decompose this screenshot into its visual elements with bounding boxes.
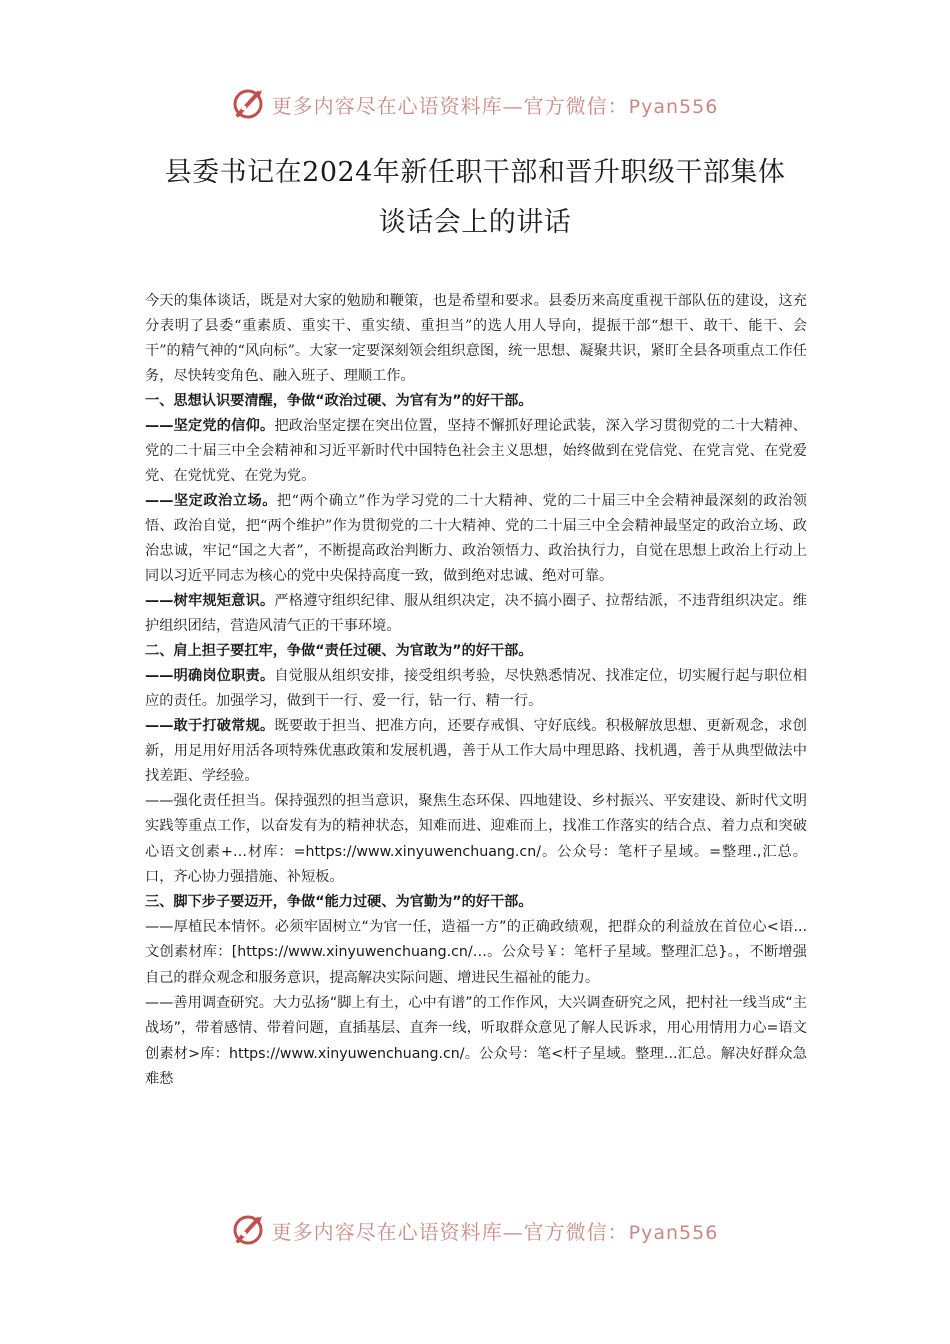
item-lead: ——厚植民本情怀。 [145,919,275,936]
section-2-item-1 [145,664,807,714]
item-lead: ——强化责任担当。 [145,793,275,809]
header-banner [0,84,950,124]
title-line-2: 谈话会上的讲话 [378,207,572,238]
item-lead: ——树牢规矩意识。 [145,593,275,609]
item-text: 把政治坚定摆在突出位置，坚持不懈抓好理论武装，深入学习贯彻党的二十大精神、党的二十届三中全会精神和习近平新时代中国特色社会主义思想，始终做到在党信党、在党言党、在党爱党、在党忧党、在党为党。 [145,418,807,484]
item-lead: ——敢于打破常规。 [145,718,275,734]
section-2-item-2 [145,714,807,789]
wechat-id: Pyan556 [628,95,719,118]
item-text: 大力弘扬“脚上有土，心中有谱”的工作作风，大兴调查研究之风，把村社一线当成“主战场”，带着感情、带着问题，直插基层、直奔一线，听取群众意见了解人民诉求，用心用情用力心=语文创素材>库：https://www.xinyuwenchuang.cn/。公众号：笔<杆子星域。整理...汇总。解决好群众急难愁 [145,995,807,1087]
section-2-heading: 二、肩上担子要扛牢，争做“责任过硬、为官敢为”的好干部。 [145,643,533,659]
item-text: 既要敢于担当、把准方向，还要存戒惧、守好底线。积极解放思想、更新观念，求创新，用足用好用活各项特殊优惠政策和发展机遇，善于从工作大局中理思路、找机遇，善于从典型做法中找差距、学经验。 [145,718,807,784]
section-3-item-2 [145,991,807,1092]
section-3-item-1 [145,915,807,991]
section-2-item-3 [145,789,807,890]
footer-banner [0,1210,950,1250]
item-lead: ——明确岗位职责。 [145,668,275,684]
pen-logo-icon [232,1213,266,1247]
wechat-id: Pyan556 [628,1221,719,1244]
section-1-item-3 [145,589,807,639]
title-line-1: 县委书记在2024年新任职干部和晋升职级干部集体 [164,157,786,188]
item-text: 保持强烈的担当意识，聚焦生态环保、四地建设、乡村振兴、平安建设、新时代文明实践等重点工作，以奋发有为的精神状态，知难而进、迎难而上，找准工作落实的结合点、着力点和突破心语文创素+…材库：=https://www.xinyuwenchuang.cn/。公众号：笔杆子星域。=整理.,汇总。口，齐心协力强措施、补短板。 [145,793,807,885]
item-text: 自觉服从组织安排，接受组织考验，尽快熟悉情况、找准定位，切实履行起与职位相应的责任。加强学习，做到干一行、爱一行，钻一行、精一行。 [145,668,807,709]
item-lead: ——善用调查研究。 [145,995,273,1012]
banner-text: 更多内容尽在心语资料库—官方微信：Pyan556 [271,1219,719,1244]
section-1-item-2 [145,489,807,589]
pen-logo-icon [232,87,266,121]
section-1-item-1 [145,414,807,489]
intro-paragraph: 今天的集体谈话，既是对大家的勉励和鞭策，也是希望和要求。县委历来高度重视干部队伍的建设，这充分表明了县委“重素质、重实干、重实绩、重担当”的选人用人导向，提振干部“想干、敢干、能干、会干”的精气神的“风向标”。大家一定要深刻领会组织意图，统一思想、凝聚共识，紧盯全县各项重点工作任务，尽快转变角色、融入班子、理顺工作。 [145,293,807,384]
item-text: 把“两个确立”作为学习党的二十大精神、党的二十届三中全会精神最深刻的政治领悟、政治自觉，把“两个维护”作为贯彻党的二十大精神、党的二十届三中全会精神最坚定的政治立场、政治忠诚，牢记“国之大者”，不断提高政治判断力、政治领悟力、政治执行力，自觉在思想上政治上行动上同以习近平同志为核心的党中央保持高度一致，做到绝对忠诚、绝对可靠。 [145,493,807,584]
banner-text: 更多内容尽在心语资料库—官方微信：Pyan556 [271,93,719,118]
item-lead: ——坚定党的信仰。 [145,418,275,434]
item-lead: ——坚定政治立场。 [145,493,277,509]
section-1-heading: 一、思想认识要清醒，争做“政治过硬、为官有为”的好干部。 [145,393,533,409]
document-body [145,289,807,1092]
document-title [100,148,850,248]
item-text: 严格遵守组织纪律、服从组织决定，决不搞小圈子、拉帮结派，不违背组织决定。维护组织团结，营造风清气正的干事环境。 [145,593,807,634]
item-text: 必须牢固树立“为官一任，造福一方”的正确政绩观，把群众的利益放在首位心<语...文创素材库：[https://www.xinyuwenchuang.cn/…。公众号￥：笔杆子星域。整理汇总}。，不断增强自己的群众观念和服务意识，提高解决实际问题、增进民生福祉的能力。 [145,919,807,986]
section-3-heading: 三、脚下步子要迈开，争做“能力过硬、为官勤为”的好干部。 [145,894,533,911]
